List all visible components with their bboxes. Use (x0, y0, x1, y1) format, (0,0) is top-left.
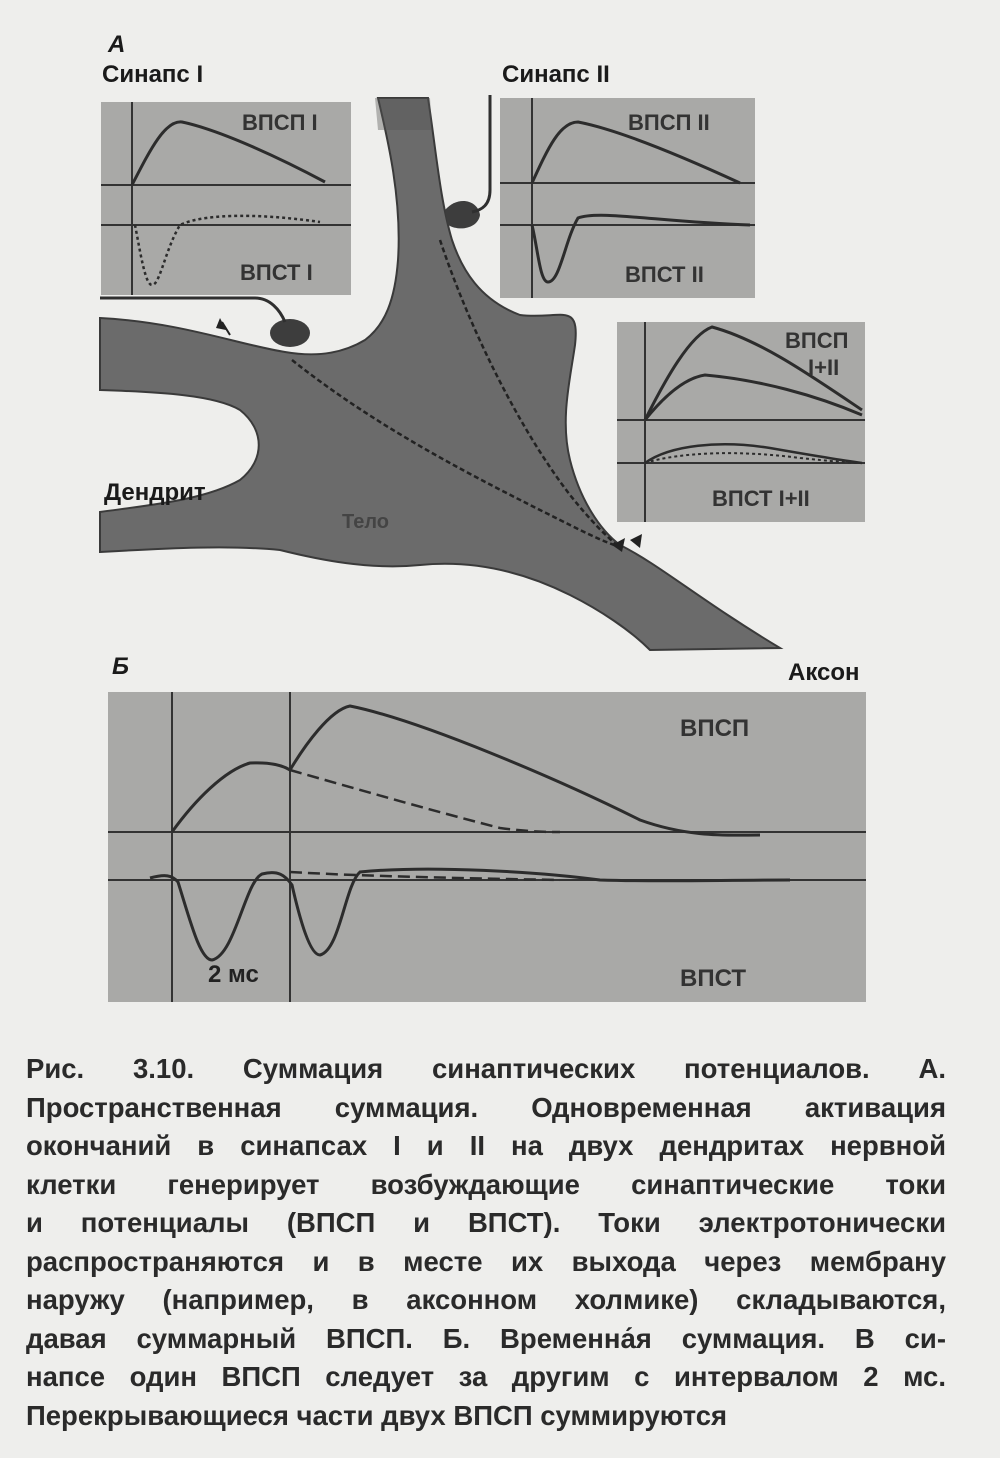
epsc-label: ВПСТ (680, 965, 746, 992)
caption-line (26, 1204, 946, 1243)
caption-text: Суммация синаптических потенциалов. А. (194, 1053, 946, 1084)
interval-label: 2 мс (208, 961, 259, 988)
panel-b-letter: Б (112, 653, 129, 680)
graph-synapse-2 (500, 98, 755, 298)
caption-line (26, 1320, 946, 1359)
caption-text: окончаний в синапсах I и II на двух дендритах нервной (26, 1130, 946, 1161)
epsp-sum-label-1: ВПСП (785, 328, 849, 353)
graph-synapse-1 (101, 102, 351, 295)
caption-figure-number: Рис. 3.10. (26, 1053, 195, 1084)
caption-text: наружу (например, в аксонном холмике) складываются, (26, 1284, 946, 1315)
caption-text: и потенциалы (ВПСП и ВПСТ). Токи электротонически (26, 1207, 946, 1238)
caption-line (26, 1243, 946, 1282)
epsc2-label: ВПСТ II (625, 262, 704, 287)
caption-line (26, 1358, 946, 1397)
caption-line (26, 1127, 946, 1166)
caption-text: распространяются и в месте их выхода через мембрану (26, 1245, 946, 1277)
dendrite-label: Дендрит (104, 479, 206, 506)
caption-text: Перекрывающиеся части двух ВПСП суммируются (26, 1399, 728, 1431)
epsp-label: ВПСП (680, 715, 750, 742)
caption-text: Пространственная суммация. Одновременная активация (26, 1091, 946, 1123)
epsp2-label: ВПСП II (628, 110, 710, 135)
axon-label: Аксон (788, 659, 860, 686)
panel-a-letter: А (108, 31, 126, 58)
caption-text: клетки генерирует возбуждающие синаптические токи (26, 1168, 946, 1200)
epsp-sum-label-2: I+II (808, 355, 840, 380)
caption-text: напсе один ВПСП следует за другим с интервалом 2 мс. (26, 1361, 946, 1392)
caption-line (26, 1050, 946, 1089)
synapse2-label: Синапс II (502, 61, 610, 88)
caption-line (26, 1281, 946, 1320)
epsc-sum-label: ВПСТ I+II (712, 486, 810, 511)
body-label: Тело (342, 511, 390, 533)
epsc1-label: ВПСТ I (240, 260, 313, 285)
figure-caption (26, 1050, 946, 1435)
caption-line (26, 1166, 946, 1205)
caption-line (26, 1397, 946, 1436)
epsp1-label: ВПСП I (242, 110, 318, 135)
caption-text: давая суммарный ВПСП. Б. Временна́я суммация. В си- (26, 1322, 946, 1354)
graph-sum (617, 322, 865, 522)
graph-temporal (108, 692, 866, 1002)
synapse1-label: Синапс I (102, 61, 204, 88)
caption-line (26, 1089, 946, 1128)
